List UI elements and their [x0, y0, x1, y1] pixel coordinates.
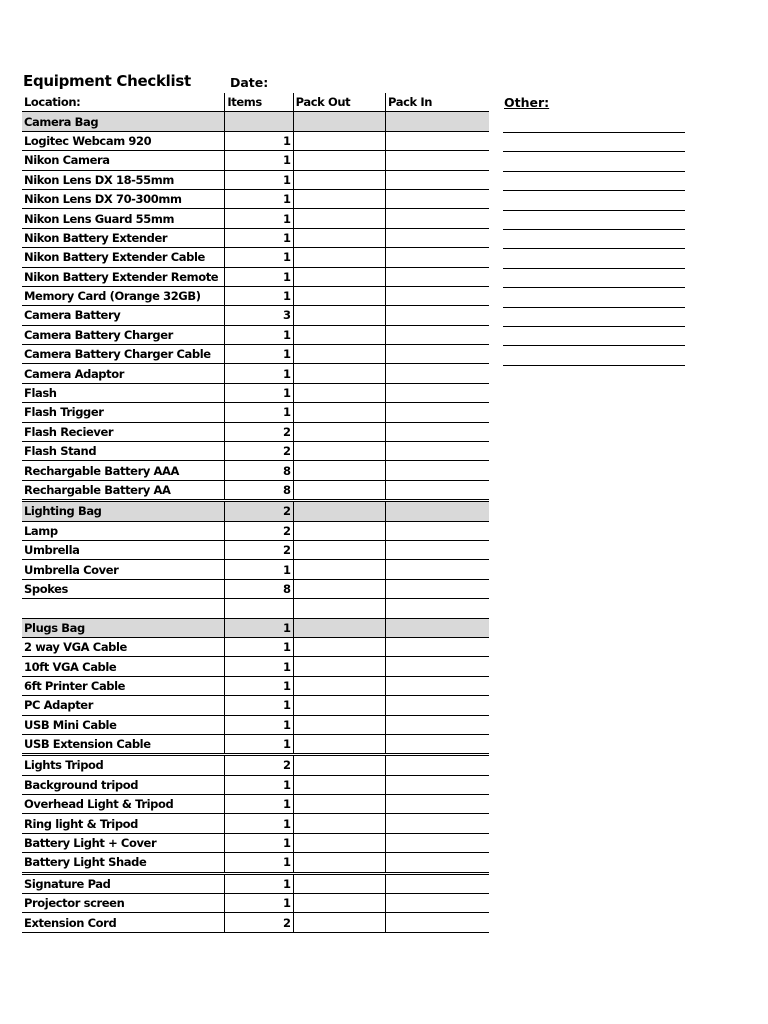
item-quantity: 1: [225, 325, 293, 344]
date-label: Date:: [230, 75, 269, 90]
pack-out-cell[interactable]: [293, 228, 385, 247]
pack-in-cell[interactable]: [386, 618, 489, 637]
table-row: [22, 325, 489, 344]
table-row: [22, 637, 489, 656]
table-row: [22, 814, 489, 833]
pack-out-cell[interactable]: [293, 461, 385, 480]
table-row: [22, 696, 489, 715]
table-row: [22, 657, 489, 676]
item-name: Logitec Webcam 920: [22, 131, 225, 150]
item-quantity: [225, 112, 293, 131]
pack-out-cell[interactable]: [293, 364, 385, 383]
table-row: [22, 795, 489, 814]
pack-in-cell[interactable]: [386, 833, 489, 852]
pack-in-cell[interactable]: [386, 637, 489, 656]
item-name: USB Mini Cable: [22, 715, 225, 734]
item-quantity: 1: [225, 657, 293, 676]
item-quantity: 2: [225, 913, 293, 932]
item-quantity: 1: [225, 637, 293, 656]
other-note-line[interactable]: [503, 365, 685, 366]
pack-out-cell[interactable]: [293, 599, 385, 618]
section-row: [22, 618, 489, 637]
item-quantity: 1: [225, 894, 293, 913]
item-quantity: 1: [225, 775, 293, 794]
item-quantity: 1: [225, 676, 293, 695]
pack-out-cell[interactable]: [293, 814, 385, 833]
item-quantity: 8: [225, 579, 293, 598]
pack-in-cell[interactable]: [386, 913, 489, 932]
table-row: [22, 579, 489, 598]
item-quantity: 1: [225, 364, 293, 383]
other-note-line[interactable]: [503, 326, 685, 327]
pack-in-cell[interactable]: [386, 442, 489, 461]
item-quantity: 1: [225, 170, 293, 189]
item-quantity: 2: [225, 422, 293, 441]
item-quantity: 2: [225, 442, 293, 461]
item-name: Battery Light Shade: [22, 853, 225, 873]
pack-in-cell[interactable]: [386, 579, 489, 598]
pack-out-cell[interactable]: [293, 131, 385, 150]
pack-in-cell[interactable]: [386, 676, 489, 695]
pack-out-cell[interactable]: [293, 715, 385, 734]
header-pack-in: Pack In: [386, 93, 489, 112]
item-name: PC Adapter: [22, 696, 225, 715]
pack-in-cell[interactable]: [386, 189, 489, 208]
item-name: Memory Card (Orange 32GB): [22, 286, 225, 305]
item-name: Nikon Lens DX 70-300mm: [22, 189, 225, 208]
item-name: Flash Trigger: [22, 403, 225, 422]
pack-out-cell[interactable]: [293, 521, 385, 540]
item-name: Camera Battery: [22, 306, 225, 325]
pack-in-cell[interactable]: [386, 306, 489, 325]
item-name: Flash Reciever: [22, 422, 225, 441]
table-row: [22, 306, 489, 325]
item-quantity: 1: [225, 403, 293, 422]
item-name: Nikon Lens Guard 55mm: [22, 209, 225, 228]
item-name: Background tripod: [22, 775, 225, 794]
table-row: [22, 894, 489, 913]
pack-in-cell[interactable]: [386, 873, 489, 893]
pack-out-cell[interactable]: [293, 579, 385, 598]
pack-in-cell[interactable]: [386, 383, 489, 402]
section-row: [22, 112, 489, 131]
item-quantity: 1: [225, 286, 293, 305]
pack-out-cell[interactable]: [293, 775, 385, 794]
header-items: Items: [225, 93, 293, 112]
header-pack-out: Pack Out: [293, 93, 385, 112]
pack-in-cell[interactable]: [386, 657, 489, 676]
pack-out-cell[interactable]: [293, 442, 385, 461]
pack-in-cell[interactable]: [386, 540, 489, 559]
item-name: Plugs Bag: [22, 618, 225, 637]
pack-out-cell[interactable]: [293, 422, 385, 441]
pack-out-cell[interactable]: [293, 913, 385, 932]
pack-out-cell[interactable]: [293, 345, 385, 364]
item-name: 10ft VGA Cable: [22, 657, 225, 676]
pack-out-cell[interactable]: [293, 383, 385, 402]
table-row: [22, 228, 489, 247]
item-name: Overhead Light & Tripod: [22, 795, 225, 814]
table-row: [22, 383, 489, 402]
pack-in-cell[interactable]: [386, 170, 489, 189]
item-name: USB Extension Cable: [22, 734, 225, 754]
item-name: Spokes: [22, 579, 225, 598]
pack-out-cell[interactable]: [293, 286, 385, 305]
table-row: [22, 267, 489, 286]
item-quantity: 1: [225, 833, 293, 852]
pack-in-cell[interactable]: [386, 209, 489, 228]
pack-out-cell[interactable]: [293, 618, 385, 637]
pack-in-cell[interactable]: [386, 286, 489, 305]
pack-out-cell[interactable]: [293, 267, 385, 286]
table-row: [22, 403, 489, 422]
item-quantity: 8: [225, 461, 293, 480]
pack-out-cell[interactable]: [293, 894, 385, 913]
pack-out-cell[interactable]: [293, 873, 385, 893]
table-row: [22, 248, 489, 267]
table-row: [22, 131, 489, 150]
pack-in-cell[interactable]: [386, 461, 489, 480]
table-row: [22, 364, 489, 383]
item-name: Flash: [22, 383, 225, 402]
item-quantity: 1: [225, 267, 293, 286]
table-row: [22, 599, 489, 618]
pack-in-cell[interactable]: [386, 755, 489, 775]
item-quantity: 1: [225, 814, 293, 833]
pack-out-cell[interactable]: [293, 637, 385, 656]
table-row: [22, 715, 489, 734]
item-quantity: 1: [225, 696, 293, 715]
table-row: [22, 913, 489, 932]
item-quantity: 1: [225, 151, 293, 170]
item-name: Extension Cord: [22, 913, 225, 932]
pack-in-cell[interactable]: [386, 501, 489, 521]
item-quantity: 2: [225, 755, 293, 775]
pack-out-cell[interactable]: [293, 209, 385, 228]
item-name: Signature Pad: [22, 873, 225, 893]
header-location: Location:: [22, 93, 225, 112]
item-name: Rechargable Battery AAA: [22, 461, 225, 480]
other-note-line[interactable]: [503, 307, 685, 308]
item-name: Nikon Battery Extender Cable: [22, 248, 225, 267]
other-note-line[interactable]: [503, 190, 685, 191]
item-name: Camera Bag: [22, 112, 225, 131]
pack-in-cell[interactable]: [386, 814, 489, 833]
item-quantity: 2: [225, 540, 293, 559]
other-note-line[interactable]: [503, 287, 685, 288]
table-row: [22, 873, 489, 893]
equipment-table: [22, 93, 489, 933]
pack-in-cell[interactable]: [386, 131, 489, 150]
table-row: [22, 286, 489, 305]
pack-in-cell[interactable]: [386, 521, 489, 540]
table-row: [22, 480, 489, 500]
item-name: Lights Tripod: [22, 755, 225, 775]
page-title: Equipment Checklist: [23, 72, 191, 90]
pack-out-cell[interactable]: [293, 248, 385, 267]
item-quantity: 1: [225, 345, 293, 364]
pack-in-cell[interactable]: [386, 325, 489, 344]
pack-in-cell[interactable]: [386, 151, 489, 170]
item-quantity: 1: [225, 734, 293, 754]
table-row: [22, 170, 489, 189]
item-name: Camera Battery Charger Cable: [22, 345, 225, 364]
item-quantity: 1: [225, 209, 293, 228]
item-quantity: 1: [225, 853, 293, 873]
item-name: Lamp: [22, 521, 225, 540]
item-name: Nikon Camera: [22, 151, 225, 170]
table-row: [22, 151, 489, 170]
table-row: [22, 422, 489, 441]
table-row: [22, 734, 489, 754]
item-name: Camera Battery Charger: [22, 325, 225, 344]
table-row: [22, 560, 489, 579]
item-name: Nikon Battery Extender Remote: [22, 267, 225, 286]
other-note-line[interactable]: [503, 248, 685, 249]
pack-in-cell[interactable]: [386, 599, 489, 618]
pack-out-cell[interactable]: [293, 853, 385, 873]
other-note-line[interactable]: [503, 345, 685, 346]
other-note-line[interactable]: [503, 151, 685, 152]
other-label: Other:: [504, 95, 550, 110]
item-quantity: 1: [225, 715, 293, 734]
table-row: [22, 775, 489, 794]
item-quantity: 2: [225, 501, 293, 521]
table-row: [22, 833, 489, 852]
pack-in-cell[interactable]: [386, 112, 489, 131]
other-note-line[interactable]: [503, 132, 685, 133]
item-quantity: 1: [225, 248, 293, 267]
table-row: [22, 442, 489, 461]
pack-out-cell[interactable]: [293, 501, 385, 521]
table-row: [22, 345, 489, 364]
table-header-row: [22, 93, 489, 112]
item-name: Umbrella Cover: [22, 560, 225, 579]
table-row: [22, 540, 489, 559]
table-row: [22, 676, 489, 695]
item-name: [22, 599, 225, 618]
item-name: Flash Stand: [22, 442, 225, 461]
item-name: Ring light & Tripod: [22, 814, 225, 833]
item-quantity: 1: [225, 873, 293, 893]
pack-in-cell[interactable]: [386, 795, 489, 814]
table-row: [22, 189, 489, 208]
table-row: [22, 755, 489, 775]
item-quantity: 1: [225, 228, 293, 247]
item-name: Projector screen: [22, 894, 225, 913]
pack-in-cell[interactable]: [386, 403, 489, 422]
other-note-line[interactable]: [503, 210, 685, 211]
pack-in-cell[interactable]: [386, 364, 489, 383]
pack-out-cell[interactable]: [293, 755, 385, 775]
item-quantity: 1: [225, 189, 293, 208]
pack-out-cell[interactable]: [293, 795, 385, 814]
item-quantity: 1: [225, 383, 293, 402]
item-name: Rechargable Battery AA: [22, 480, 225, 500]
item-name: Nikon Lens DX 18-55mm: [22, 170, 225, 189]
pack-out-cell[interactable]: [293, 540, 385, 559]
pack-in-cell[interactable]: [386, 894, 489, 913]
pack-in-cell[interactable]: [386, 422, 489, 441]
pack-in-cell[interactable]: [386, 715, 489, 734]
pack-out-cell[interactable]: [293, 657, 385, 676]
pack-out-cell[interactable]: [293, 480, 385, 500]
pack-out-cell[interactable]: [293, 151, 385, 170]
item-name: Camera Adaptor: [22, 364, 225, 383]
table-row: [22, 853, 489, 873]
item-name: Lighting Bag: [22, 501, 225, 521]
pack-out-cell[interactable]: [293, 189, 385, 208]
pack-in-cell[interactable]: [386, 345, 489, 364]
item-quantity: 8: [225, 480, 293, 500]
table-row: [22, 521, 489, 540]
table-row: [22, 209, 489, 228]
pack-out-cell[interactable]: [293, 403, 385, 422]
pack-in-cell[interactable]: [386, 560, 489, 579]
item-name: Nikon Battery Extender: [22, 228, 225, 247]
item-quantity: [225, 599, 293, 618]
pack-in-cell[interactable]: [386, 853, 489, 873]
pack-out-cell[interactable]: [293, 306, 385, 325]
item-name: Battery Light + Cover: [22, 833, 225, 852]
other-note-line[interactable]: [503, 171, 685, 172]
pack-out-cell[interactable]: [293, 112, 385, 131]
pack-in-cell[interactable]: [386, 734, 489, 754]
other-note-line[interactable]: [503, 229, 685, 230]
pack-in-cell[interactable]: [386, 228, 489, 247]
pack-out-cell[interactable]: [293, 833, 385, 852]
table-row: [22, 461, 489, 480]
item-quantity: 1: [225, 131, 293, 150]
pack-out-cell[interactable]: [293, 696, 385, 715]
pack-out-cell[interactable]: [293, 325, 385, 344]
item-quantity: 2: [225, 521, 293, 540]
item-quantity: 1: [225, 795, 293, 814]
pack-in-cell[interactable]: [386, 696, 489, 715]
item-name: 2 way VGA Cable: [22, 637, 225, 656]
pack-out-cell[interactable]: [293, 170, 385, 189]
pack-in-cell[interactable]: [386, 267, 489, 286]
pack-out-cell[interactable]: [293, 560, 385, 579]
pack-in-cell[interactable]: [386, 248, 489, 267]
item-name: 6ft Printer Cable: [22, 676, 225, 695]
section-row: [22, 501, 489, 521]
pack-out-cell[interactable]: [293, 676, 385, 695]
pack-in-cell[interactable]: [386, 480, 489, 500]
item-quantity: 1: [225, 560, 293, 579]
other-note-line[interactable]: [503, 268, 685, 269]
item-quantity: 3: [225, 306, 293, 325]
item-name: Umbrella: [22, 540, 225, 559]
item-quantity: 1: [225, 618, 293, 637]
pack-in-cell[interactable]: [386, 775, 489, 794]
pack-out-cell[interactable]: [293, 734, 385, 754]
